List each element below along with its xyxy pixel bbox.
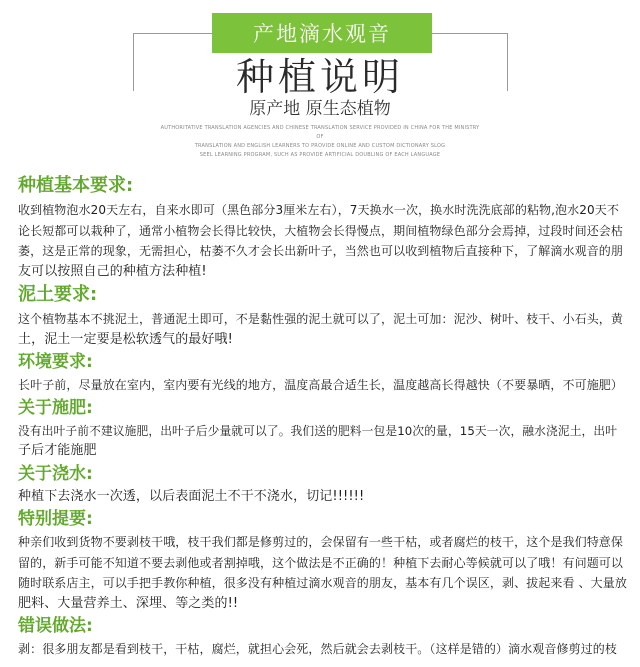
fine-print <box>160 124 480 160</box>
page-title: 种植说明 <box>235 55 404 99</box>
page-subtitle: 原产地 原生态植物 <box>249 99 391 119</box>
section-heading: 环境要求: <box>18 352 93 372</box>
instructions-content <box>18 174 628 661</box>
body-line: 友可以按照自己的种植方法种植! <box>18 263 207 279</box>
section-body <box>18 639 628 660</box>
body-line: 长叶子前，尽量放在室内，室内要有光线的地方，温度高最合适生长，温度越高长得越快（不要暴晒，不可施肥） <box>18 378 624 392</box>
section-watering <box>18 463 628 508</box>
section-fertilizing <box>18 397 628 462</box>
body-line: 肥料、大量营养土、深埋、等之类的!! <box>18 595 239 611</box>
body-line: 收到植物泡水20天左右，自来水即可（黑色部分3厘米左右），7天换水一次，换水时洗洗底部的粘物,泡水20天不 <box>18 203 619 217</box>
fine-print-line: SEEL LEARNING PROGRAM, SUCH AS PROVIDE ARTIFICIAL DOUBLING OF EACH LANGUAGE <box>199 152 441 158</box>
body-line: 剥：很多朋友都是看到枝干，干枯，腐烂，就担心会死，然后就会去剥枝干。（这样是错的）滴水观音修剪过的枝 <box>18 642 618 656</box>
fine-print-line: TRANSLATION AND ENGLISH LEARNERS TO PROVIDE ONLINE AND CUSTOM DICTIONARY SLOG <box>194 143 446 149</box>
body-line: 种亲们收到货物不要剥枝干哦，枝干我们都是修剪过的，会保留有一些干枯，或者腐烂的枝干，这个是我们特意保 <box>18 535 624 549</box>
section-special-notes <box>18 508 628 614</box>
body-line: 没有出叶子前不建议施肥，出叶子后少量就可以了。我们送的肥料一包是10次的量，15天一次，融水浇泥土，出叶 <box>18 423 618 438</box>
body-line: 子后才能施肥 <box>18 443 97 458</box>
section-soil-requirements <box>18 283 628 350</box>
fine-print-line: AUTHORITATIVE TRANSLATION AGENCIES AND CHINESE TRANSLATION SERVICE PROVIDED IN CHINA FOR THE MINISTRY OF <box>160 125 480 140</box>
body-line: 论长短都可以栽种了，通常小植物会长得比较快，大植物会长得慢点，期间植物绿色部分会焉掉，过段时间还会枯 <box>18 223 624 238</box>
section-body <box>18 309 628 350</box>
body-line: 这个植物基本不挑泥土，普通泥土即可，不是黏性强的泥土就可以了，泥土可加：泥沙、树叶、枝干、小石头，黄 <box>18 312 624 326</box>
section-wrong-practices <box>18 615 628 660</box>
body-line: 土，泥土一定要是松软透气的最好哦! <box>18 331 233 347</box>
section-heading: 关于浇水: <box>18 463 93 484</box>
section-heading: 关于施肥: <box>18 397 93 418</box>
body-line: 留的，新手可能不知道不要去剥他或者割掉哦，这个做法是不正确的！种植下去耐心等候就可以了哦！有问题可以 <box>18 555 624 570</box>
body-line: 萎，这是正常的现象，无需担心，枯萎不久才会长出新叶子，当然也可以收到植物后直接种下，了解滴水观音的朋 <box>18 244 624 258</box>
section-basic-requirements <box>18 174 628 282</box>
body-line: 种植下去浇水一次透，以后表面泥土不干不浇水，切记!!!!!! <box>18 488 365 504</box>
section-body <box>18 375 628 396</box>
section-body <box>18 487 628 508</box>
section-heading: 种植基本要求: <box>18 175 134 196</box>
origin-banner: 产地滴水观音 <box>212 13 432 53</box>
section-body <box>18 200 628 282</box>
section-body <box>18 421 628 462</box>
section-heading: 泥土要求: <box>18 284 98 305</box>
section-heading: 错误做法: <box>18 616 93 636</box>
body-line: 随时联系店主，可以手把手教你种植，很多没有种植过滴水观音的朋友，基本有几个误区，剥、拔起来看 、大量放 <box>18 576 627 590</box>
section-heading: 特别提要: <box>18 509 93 529</box>
section-environment <box>18 351 628 396</box>
section-body <box>18 532 628 614</box>
